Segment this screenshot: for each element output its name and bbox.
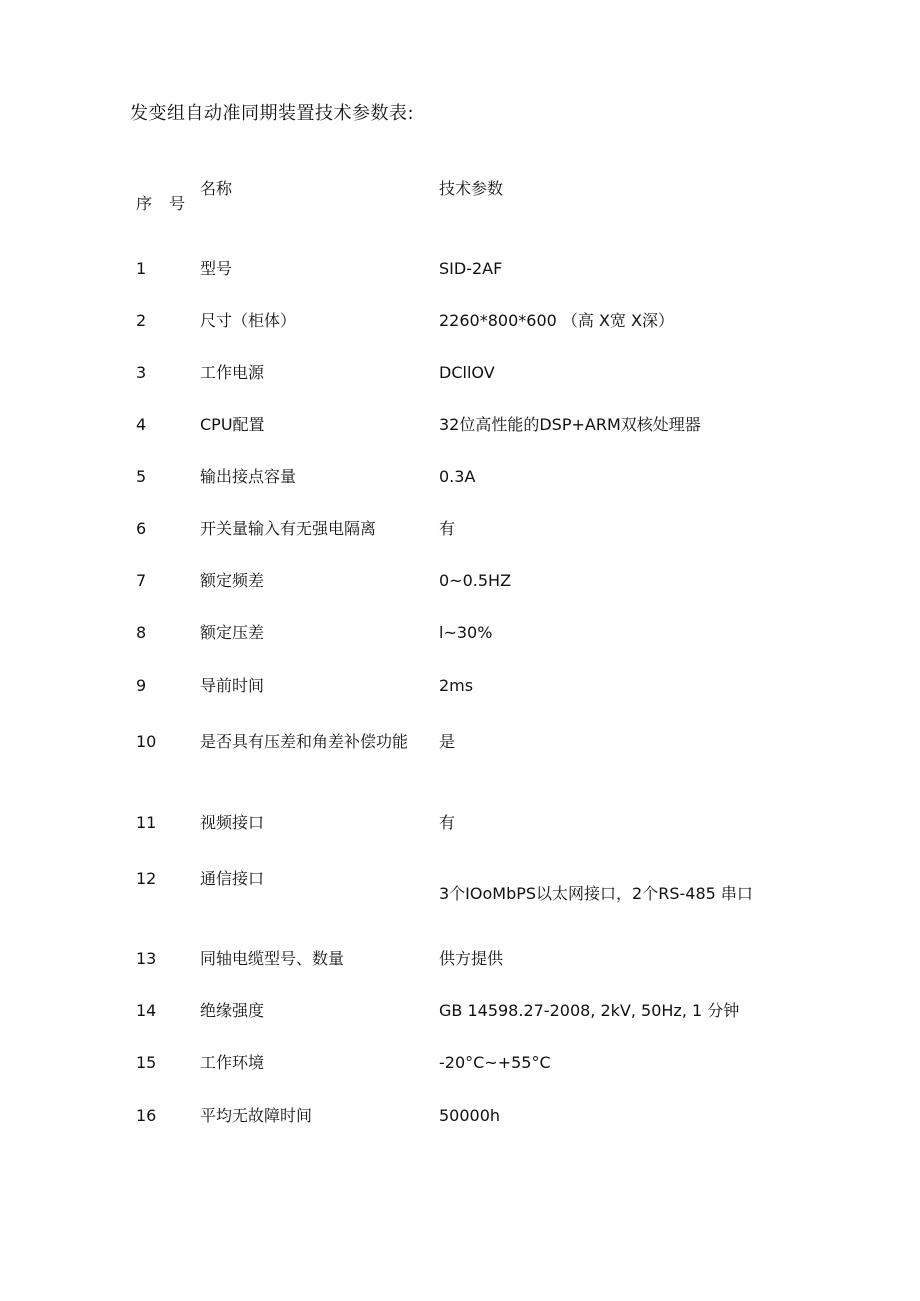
row-value: 0.3A [439, 467, 476, 486]
row-no: 11 [136, 813, 157, 832]
row-value: DCllOV [439, 363, 495, 382]
row-name: 绝缘强度 [200, 1001, 265, 1020]
row-no: 12 [136, 869, 157, 888]
row-no: 10 [136, 732, 157, 751]
row-value: 3个IOoMbPS以太网接口，2个RS-485 串口 [439, 884, 753, 903]
row-no: 15 [136, 1053, 157, 1072]
row-no: 4 [136, 415, 147, 434]
row-value: 50000h [439, 1106, 501, 1125]
header-value: 技术参数 [439, 179, 504, 198]
row-no: 1 [136, 259, 147, 278]
row-value: -20°C~+55°C [439, 1053, 551, 1072]
row-name: 导前时间 [200, 676, 265, 695]
row-name: 额定压差 [200, 623, 265, 642]
row-name: 开关量输入有无强电隔离 [200, 519, 377, 538]
row-name: 视频接口 [200, 813, 265, 832]
row-no: 5 [136, 467, 147, 486]
row-value: SID-2AF [439, 259, 503, 278]
row-no: 3 [136, 363, 147, 382]
row-name: 工作电源 [200, 363, 265, 382]
row-value: 供方提供 [439, 949, 504, 968]
row-name: 工作环境 [200, 1053, 265, 1072]
row-value: l~30% [439, 623, 493, 642]
row-name: 尺寸（柜体） [200, 311, 297, 330]
row-name: CPU配置 [200, 415, 265, 434]
row-name: 输出接点容量 [200, 467, 297, 486]
row-value: 32位高性能的DSP+ARM双核处理器 [439, 415, 701, 434]
row-name: 是否具有压差和角差补偿功能 [200, 732, 409, 751]
row-no: 6 [136, 519, 147, 538]
document-title: 发变组自动准同期装置技术参数表: [130, 103, 415, 124]
row-value: 2ms [439, 676, 474, 695]
header-name: 名称 [200, 179, 233, 198]
row-value: 0~0.5HZ [439, 571, 512, 590]
row-name: 平均无故障时间 [200, 1106, 313, 1125]
row-no: 13 [136, 949, 157, 968]
row-name: 型号 [200, 259, 233, 278]
row-value: GB 14598.27-2008, 2kV, 50Hz, 1 分钟 [439, 1001, 740, 1020]
row-name: 额定频差 [200, 571, 265, 590]
row-value: 是 [439, 732, 456, 751]
header-no: 序 号 [136, 194, 192, 213]
row-no: 7 [136, 571, 147, 590]
row-no: 16 [136, 1106, 157, 1125]
row-no: 9 [136, 676, 147, 695]
row-name: 同轴电缆型号、数量 [200, 949, 345, 968]
row-value: 有 [439, 519, 456, 538]
row-no: 14 [136, 1001, 157, 1020]
row-value: 有 [439, 813, 456, 832]
row-value: 2260*800*600 （高 X宽 X深） [439, 311, 674, 330]
row-no: 8 [136, 623, 147, 642]
row-no: 2 [136, 311, 147, 330]
row-name: 通信接口 [200, 869, 265, 888]
